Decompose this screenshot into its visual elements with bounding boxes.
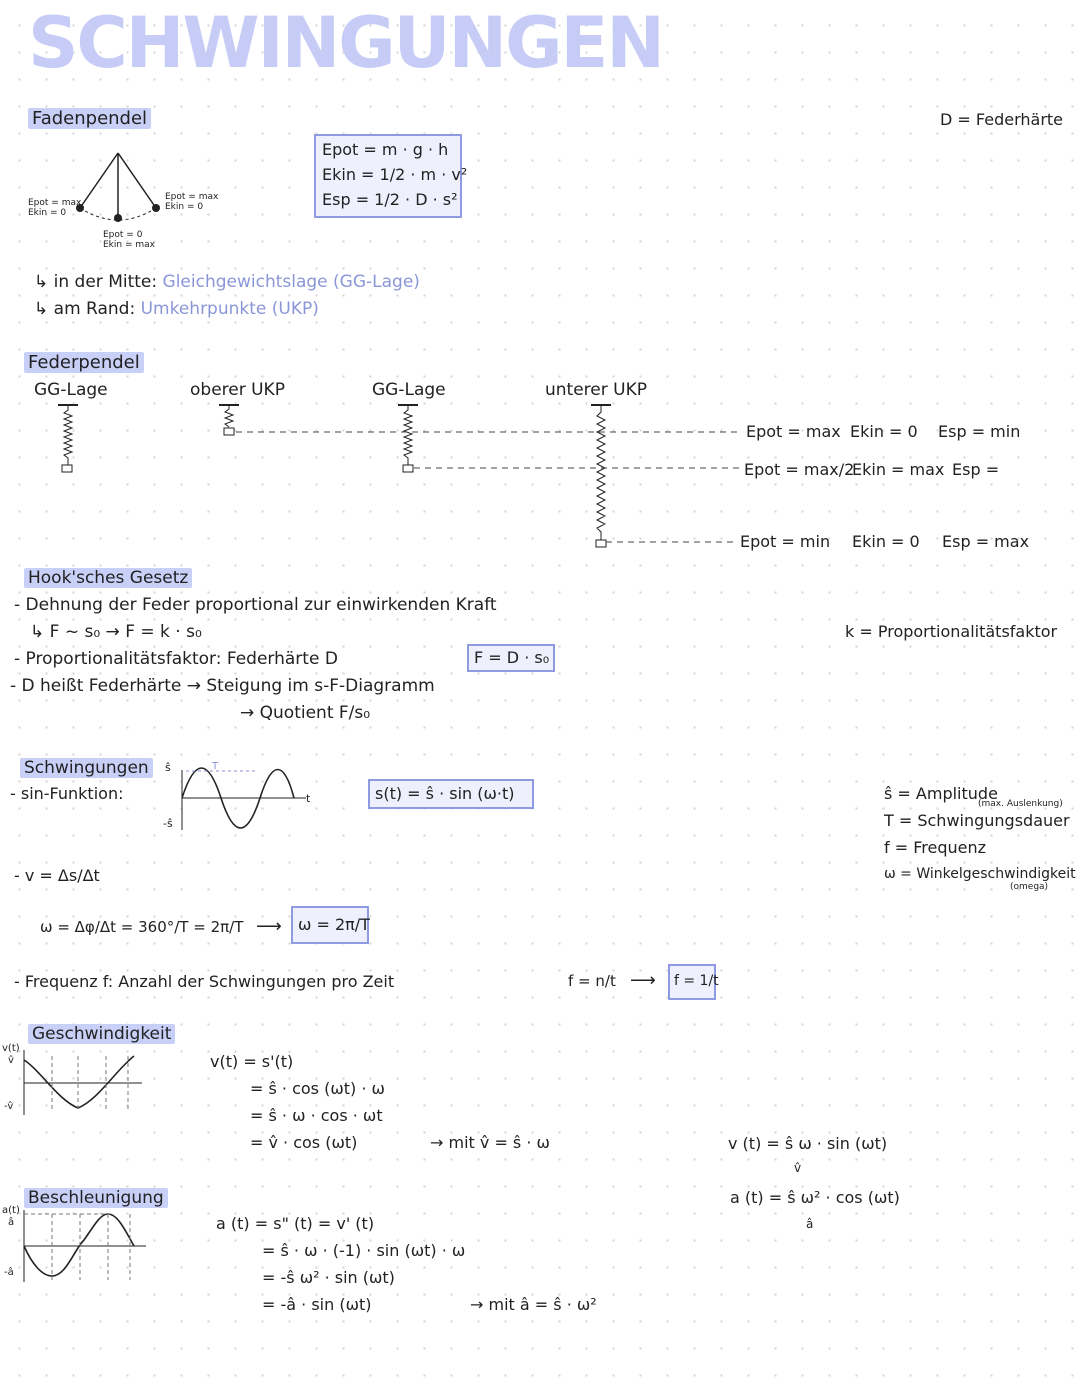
a-side-formula: a (t) = ŝ ω² · cos (ωt) bbox=[730, 1188, 900, 1207]
frequency-line: - Frequenz f: Anzahl der Schwingungen pro Zeit bbox=[14, 972, 395, 991]
v-mit: → mit v̂ = ŝ · ω bbox=[430, 1133, 550, 1152]
a-axis-label: a(t) bbox=[2, 1205, 20, 1216]
a-line-3: = -ŝ ω² · sin (ωt) bbox=[262, 1268, 395, 1287]
pendulum-bottom-ekin: Ekin = max bbox=[103, 240, 155, 250]
row1-ekin: Ekin = 0 bbox=[850, 422, 918, 441]
v-line-1: v(t) = s'(t) bbox=[210, 1052, 294, 1071]
mitte-line: ↳ in der Mitte: Gleichgewichtslage (GG-Lage) bbox=[34, 272, 420, 292]
frequency-formula: f = n/t bbox=[568, 972, 616, 990]
rand-line: ↳ am Rand: Umkehrpunkte (UKP) bbox=[34, 299, 319, 319]
d-note: D = Federhärte bbox=[940, 110, 1064, 129]
sine-formula: s(t) = ŝ · sin (ω·t) bbox=[375, 784, 515, 803]
label-oberer-ukp: oberer UKP bbox=[190, 380, 285, 400]
legend-frequency: f = Frequenz bbox=[884, 838, 986, 857]
row2-ekin: Ekin = max bbox=[852, 460, 945, 479]
a-line-1: a (t) = s" (t) = v' (t) bbox=[216, 1214, 375, 1233]
section-heading-hooke: Hook'sches Gesetz bbox=[24, 570, 192, 587]
sin-label: - sin-Funktion: bbox=[10, 784, 124, 803]
formula-ekin: Ekin = 1/2 · m · v² bbox=[322, 165, 468, 184]
hooke-line-1: - Dehnung der Feder proportional zur einwirkenden Kraft bbox=[14, 595, 497, 615]
omega-arrow: ⟶ bbox=[256, 916, 282, 937]
v-line-4: = v̂ · cos (ωt) bbox=[250, 1133, 358, 1152]
row2-epot: Epot = max/2 bbox=[744, 460, 855, 479]
section-heading-geschwindigkeit: Geschwindigkeit bbox=[28, 1026, 175, 1043]
frequency-box-formula: f = 1/t bbox=[674, 973, 719, 989]
v-side-under: v̂ bbox=[794, 1161, 802, 1175]
legend-omega: ω = Winkelgeschwindigkeit bbox=[884, 866, 1076, 882]
sine-t-label: t bbox=[306, 792, 311, 805]
row3-esp: Esp = max bbox=[942, 532, 1030, 551]
k-note: k = Proportionalitätsfaktor bbox=[845, 622, 1058, 641]
sine-amp-label: ŝ bbox=[165, 761, 171, 774]
v-neg-amp-label: -v̂ bbox=[4, 1101, 14, 1112]
v-axis-label: v(t) bbox=[2, 1043, 20, 1054]
section-heading-federpendel: Federpendel bbox=[24, 354, 144, 372]
row2-esp: Esp = bbox=[952, 460, 1000, 479]
sine-neg-amp-label: -ŝ bbox=[163, 817, 173, 830]
hooke-line-4: - D heißt Federhärte → Steigung im s-F-Diagramm bbox=[10, 676, 435, 696]
label-unterer-ukp: unterer UKP bbox=[545, 380, 647, 400]
a-side-under: â bbox=[806, 1217, 814, 1231]
v-amp-label: v̂ bbox=[8, 1055, 14, 1066]
omega-box-formula: ω = 2π/T bbox=[298, 915, 370, 934]
velocity-formula: - v = Δs/Δt bbox=[14, 866, 100, 885]
hooke-line-2: ↳ F ~ s₀ → F = k · s₀ bbox=[30, 622, 202, 642]
hooke-formula: F = D · s₀ bbox=[474, 648, 550, 667]
a-line-2: = ŝ · ω · (-1) · sin (ωt) · ω bbox=[262, 1241, 466, 1260]
page-title: SCHWINGUNGEN bbox=[28, 2, 663, 84]
legend-amplitude-note: (max. Auslenkung) bbox=[978, 799, 1063, 809]
legend-omega-note: (omega) bbox=[1010, 882, 1049, 892]
v-line-2: = ŝ · cos (ωt) · ω bbox=[250, 1079, 385, 1098]
hooke-line-5: → Quotient F/s₀ bbox=[240, 703, 371, 723]
section-heading-schwingungen: Schwingungen bbox=[20, 760, 153, 777]
a-neg-amp-label: -â bbox=[4, 1267, 14, 1278]
pendulum-bottom-epot: Epot = 0 bbox=[103, 230, 143, 240]
a-line-4: = -â · sin (ωt) bbox=[262, 1295, 372, 1314]
a-amp-label: â bbox=[8, 1217, 15, 1228]
row3-epot: Epot = min bbox=[740, 532, 831, 551]
omega-derivation: ω = Δφ/Δt = 360°/T = 2π/T bbox=[40, 918, 244, 936]
pendulum-right-epot: Epot = max bbox=[165, 192, 219, 202]
row1-esp: Esp = min bbox=[938, 422, 1021, 441]
pendulum-right-ekin: Ekin = 0 bbox=[165, 202, 204, 212]
a-mit: → mit â = ŝ · ω² bbox=[470, 1295, 597, 1314]
legend-period: T = Schwingungsdauer bbox=[884, 811, 1070, 830]
section-heading-beschleunigung: Beschleunigung bbox=[24, 1190, 168, 1207]
v-line-3: = ŝ · ω · cos · ωt bbox=[250, 1106, 383, 1125]
formula-esp: Esp = 1/2 · D · s² bbox=[322, 190, 458, 209]
v-side-formula: v (t) = ŝ ω · sin (ωt) bbox=[728, 1134, 888, 1153]
pendulum-left-ekin: Ekin = 0 bbox=[28, 208, 67, 218]
formula-epot: Epot = m · g · h bbox=[322, 140, 449, 159]
section-heading-fadenpendel: Fadenpendel bbox=[28, 110, 151, 128]
label-gg-lage-2: GG-Lage bbox=[372, 380, 446, 400]
row3-ekin: Ekin = 0 bbox=[852, 532, 920, 551]
label-gg-lage-1: GG-Lage bbox=[34, 380, 108, 400]
sine-period-label: T bbox=[212, 761, 219, 772]
pendulum-left-epot: Epot = max bbox=[28, 198, 82, 208]
hooke-line-3: - Proportionalitätsfaktor: Federhärte D bbox=[14, 649, 338, 669]
frequency-arrow: ⟶ bbox=[630, 970, 656, 991]
row1-epot: Epot = max bbox=[746, 422, 841, 441]
legend-amplitude: ŝ = Amplitude bbox=[884, 784, 998, 803]
